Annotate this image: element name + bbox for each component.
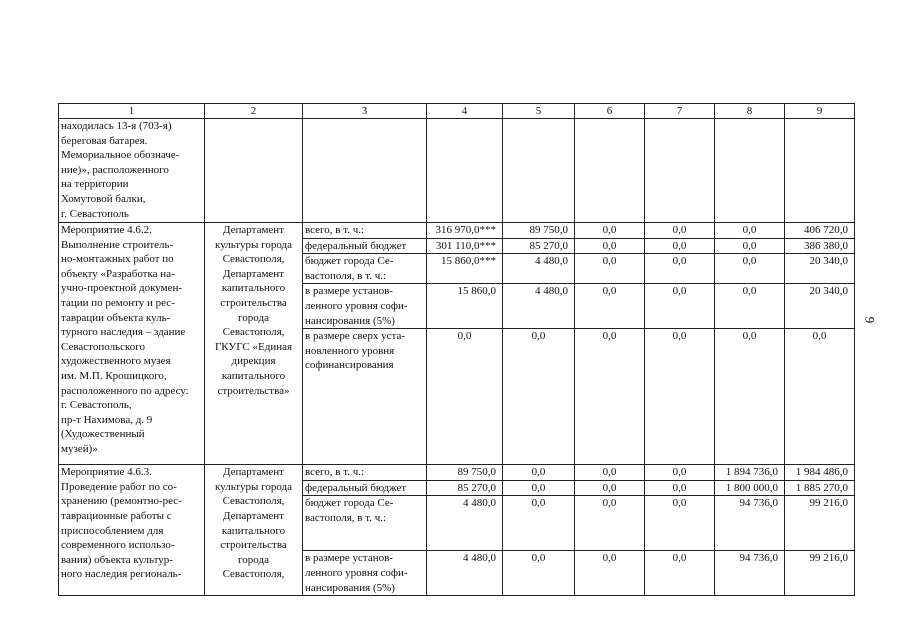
value-cell: 1 885 270,0 [785,480,855,496]
funding-source: бюджет города Се- вастополя, в т. ч.: [303,254,427,284]
value-cell: 0,0 [645,329,715,465]
value-cell: 0,0 [645,223,715,239]
header-cell: 7 [645,104,715,119]
value-cell: 0,0 [575,496,645,551]
value-cell: 20 340,0 [785,254,855,284]
value-cell: 1 894 736,0 [715,465,785,481]
value-cell: 0,0 [575,284,645,329]
value-cell: 0,0 [785,329,855,465]
value-cell: 0,0 [645,551,715,596]
value-cell: 0,0 [503,496,575,551]
measure-description: Мероприятие 4.6.3. Проведение работ по со- хранению (ремонтно-рес- таврационные работы с приспособлением для современного использо- вания) объекта культур- ного наследия региональ- [59,465,205,596]
value-cell: 1 984 486,0 [785,465,855,481]
value-cell: 0,0 [715,329,785,465]
funding-source: федеральный бюджет [303,480,427,496]
value-cell: 15 860,0*** [427,254,503,284]
header-cell: 2 [205,104,303,119]
header-cell: 3 [303,104,427,119]
value-cell: 301 110,0*** [427,238,503,254]
value-cell: 0,0 [645,254,715,284]
value-cell: 0,0 [715,284,785,329]
responsible-executor: Департамент культуры города Севастополя, Департамент капитального строительства города Севастополя, [205,465,303,596]
value-cell: 89 750,0 [503,223,575,239]
funding-source: бюджет города Се- вастополя, в т. ч.: [303,496,427,551]
header-cell: 5 [503,104,575,119]
value-cell: 0,0 [503,551,575,596]
funding-source: в размере сверх уста- новленного уровня софинансирования [303,329,427,465]
value-cell: 0,0 [645,238,715,254]
value-cell: 4 480,0 [503,284,575,329]
header-cell: 9 [785,104,855,119]
value-cell: 386 380,0 [785,238,855,254]
value-cell: 0,0 [715,254,785,284]
header-cell: 8 [715,104,785,119]
header-cell: 1 [59,104,205,119]
value-cell: 0,0 [575,465,645,481]
value-cell: 0,0 [645,496,715,551]
value-cell: 0,0 [575,223,645,239]
value-cell: 0,0 [645,284,715,329]
funding-source: всего, в т. ч.: [303,465,427,481]
value-cell: 94 736,0 [715,551,785,596]
value-cell: 99 216,0 [785,551,855,596]
value-cell: 0,0 [575,551,645,596]
value-cell: 0,0 [575,329,645,465]
value-cell: 0,0 [715,238,785,254]
measure-description: находилась 13-я (703-я) береговая батарея. Мемориальное обозначе- ние)», расположенного на территории Хомутовой балки, г. Севастополь [59,119,205,223]
header-row [59,104,855,119]
value-cell: 20 340,0 [785,284,855,329]
funding-source: всего, в т. ч.: [303,223,427,239]
value-cell: 0,0 [503,465,575,481]
measure-description: Мероприятие 4.6.2. Выполнение строитель- но-монтажных работ по объекту «Разработка на- учно-проектной докумен- тации по ремонту и рес- таврации объекта куль- турного наследия – здание Севастопольского художественного музея им. М.П. Крошицкого, расположенного по адресу: г. Севастополь, пр-т Нахимова, д. 9 (Художественный музей)» [59,223,205,465]
value-cell: 85 270,0 [427,480,503,496]
value-cell: 406 720,0 [785,223,855,239]
value-cell: 89 750,0 [427,465,503,481]
value-cell: 15 860,0 [427,284,503,329]
value-cell: 0,0 [503,480,575,496]
header-cell: 4 [427,104,503,119]
value-cell: 99 216,0 [785,496,855,551]
page-number: 9 [862,316,878,324]
responsible-executor: Департамент культуры города Севастополя, Департамент капитального строительства города Севастополя, ГКУГС «Единая дирекция капитального строительства» [205,223,303,465]
value-cell: 4 480,0 [427,496,503,551]
budget-table [58,103,855,596]
value-cell: 0,0 [575,480,645,496]
value-cell: 0,0 [645,480,715,496]
value-cell: 0,0 [575,254,645,284]
value-cell: 94 736,0 [715,496,785,551]
value-cell: 4 480,0 [503,254,575,284]
value-cell: 4 480,0 [427,551,503,596]
table-row [59,223,855,239]
funding-source: в размере установ- ленного уровня софи- нансирования (5%) [303,284,427,329]
funding-source: федеральный бюджет [303,238,427,254]
table-row [59,465,855,481]
funding-source: в размере установ- ленного уровня софи- нансирования (5%) [303,551,427,596]
value-cell: 0,0 [645,465,715,481]
value-cell: 0,0 [575,238,645,254]
header-cell: 6 [575,104,645,119]
table-row [59,119,855,223]
value-cell: 316 970,0*** [427,223,503,239]
value-cell: 0,0 [427,329,503,465]
value-cell: 85 270,0 [503,238,575,254]
value-cell: 0,0 [503,329,575,465]
value-cell: 1 800 000,0 [715,480,785,496]
value-cell: 0,0 [715,223,785,239]
